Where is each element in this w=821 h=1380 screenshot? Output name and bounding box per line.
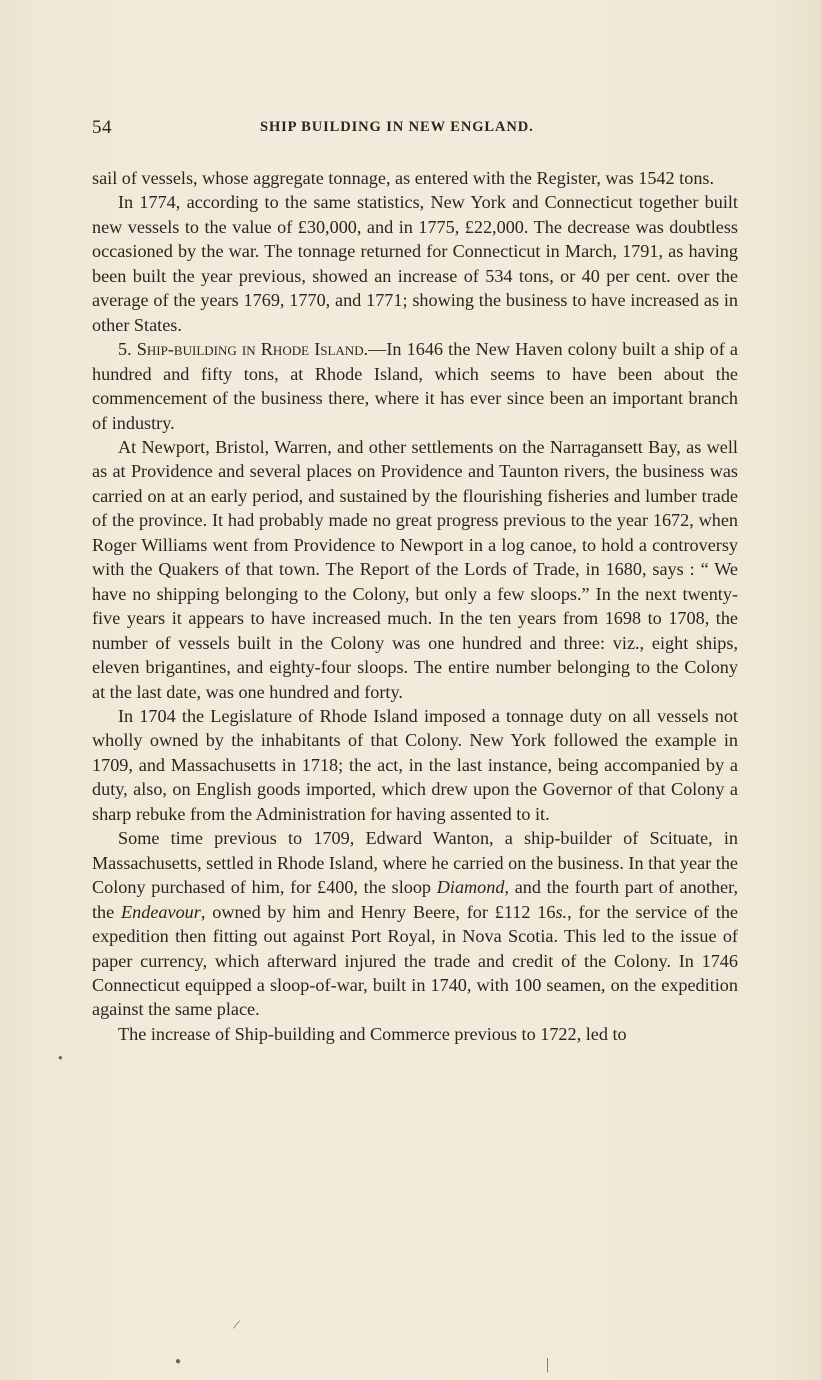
stray-mark: ● [175, 1356, 182, 1367]
paragraph-text: , and the fourth part of another, the [92, 877, 738, 922]
paragraph [92, 337, 738, 435]
paragraph-text: Some time previous to 1709, Edward Wanton, a ship-builder of Scituate, in Massachusetts, settled in Rhode Island, where he carried on the business. In that year the Colony purchased of him, for £400, the sloop [92, 828, 738, 898]
paragraph [92, 826, 738, 1022]
shillings-abbrev: s. [555, 901, 568, 922]
paragraph-text: , for the service of the expedition then fitting out against Port Royal, in Nova Scotia. This led to the issue of paper currency, which afterward injured the trade and credit of the Colony. In 1746 Connecticut equipped a sloop-of-war, built in 1740, with 100 seamen, on the expedition against the same place. [92, 901, 739, 1020]
body-text [92, 166, 738, 1046]
paragraph: The increase of Ship-building and Commerce previous to 1722, led to [118, 1023, 627, 1044]
stray-mark: ● [58, 1053, 63, 1062]
paragraph: In 1704 the Legislature of Rhode Island imposed a tonnage duty on all vessels not wholly owned by the inhabitants of that Colony. New York followed the example in 1709, and Massachusetts in 1718; the act, in the last instance, being accompanied by a duty, also, on English goods imported, which drew upon the Governor of that Colony a sharp rebuke from the Administration for having assented to it. [92, 705, 738, 824]
stray-mark: / [231, 1317, 241, 1334]
page-title: SHIP BUILDING IN NEW ENGLAND. [260, 119, 534, 135]
paragraph-text: —In 1646 the New Haven colony built a ship of a hundred and fifty tons, at Rhode Island, which seems to have been about the commencement of the business there, where it has ever since been an important branch of industry. [92, 339, 738, 433]
paragraph: At Newport, Bristol, Warren, and other settlements on the Narragansett Bay, as well as at Providence and several places on Providence and Taunton rivers, the business was carried on at an early period, and sustained by the flourishing fisheries and lumber trade of the province. It had probably made no great progress previous to the year 1672, when Roger Williams went from Providence to Newport in a log canoe, to hold a controversy with the Quakers of that town. The Report of the Lords of Trade, in 1680, says : “ We have no shipping belonging to the Colony, but only a few sloops.” In the next twenty-five years it appears to have increased much. In the ten years from 1698 to 1708, the number of vessels built in the Colony was one hundred and three: viz., eight ships, eleven brigantines, and eighty-four sloops. The entire number belonging to the Colony at the last date, was one hundred and forty. [92, 436, 738, 702]
ship-name-endeavour: Endeavour [121, 901, 201, 922]
stray-mark: | [546, 1356, 550, 1373]
running-head [92, 117, 738, 141]
paragraph: In 1774, according to the same statistics, New York and Connecticut together built new vessels to the value of £30,000, and in 1775, £22,000. The decrease was doubtless occasioned by the war. The tonnage returned for Connecticut in March, 1791, as having been built the year previous, showed an increase of 534 tons, or 40 per cent. over the average of the years 1769, 1770, and 1771; showing the business to have increased as in other States. [92, 192, 738, 335]
paragraph-text: , owned by him and Henry Beere, for £112 16 [200, 901, 556, 922]
page-number: 54 [92, 117, 112, 138]
section-heading: 5. Ship-building in Rhode Island. [118, 339, 369, 360]
ship-name-diamond: Diamond [436, 877, 505, 898]
paragraph: sail of vessels, whose aggregate tonnage, as entered with the Register, was 1542 tons. [92, 168, 715, 188]
